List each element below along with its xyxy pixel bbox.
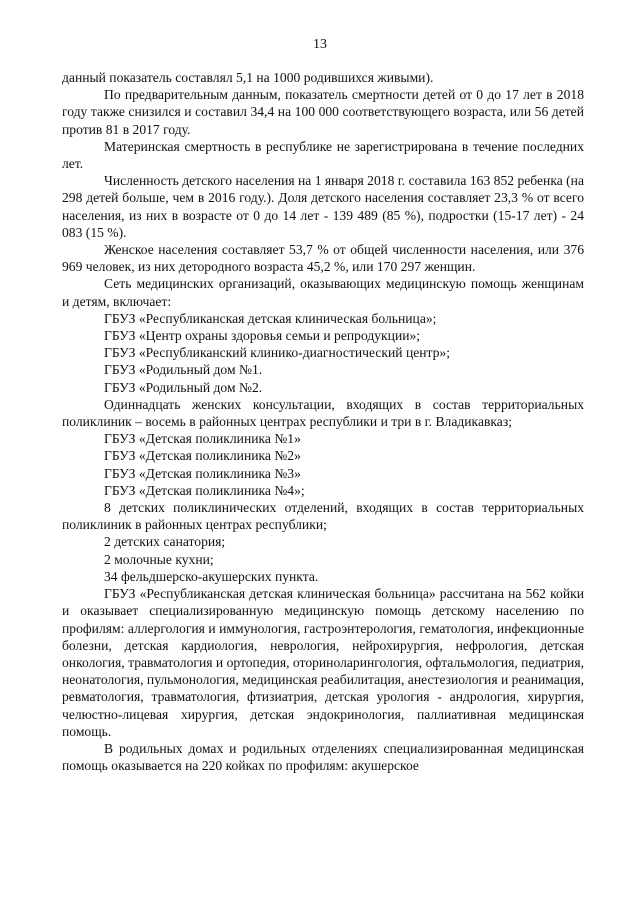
paragraph-female-population: Женское населения составляет 53,7 % от общей численности населения, или 376 969 человек, из них детородного возраста 45,2 %, или 170 297 женщин. — [62, 242, 584, 275]
list-item: 2 молочные кухни; — [104, 551, 214, 567]
paragraph-child-population: Численность детского населения на 1 января 2018 г. составила 163 852 ребенка (на 298 детей больше, чем в 2016 году.). Доля детского населения составляет 23,3 % от всего населения, из них в возрасте от 0 до 14 лет - 139 489 (85 %), подростки (15-17 лет) - 24 083 (15 %). — [62, 173, 584, 240]
list-item: ГБУЗ «Детская поликлиника №2» — [104, 448, 301, 464]
list-item: ГБУЗ «Республиканский клинико-диагностический центр»; — [104, 345, 451, 361]
paragraph-child-mortality: По предварительным данным, показатель смертности детей от 0 до 17 лет в 2018 году также снизился и составил 34,4 на 100 000 соответствующего возраста, или 56 детей против 81 в 2017 году. — [62, 87, 584, 137]
list-item: 2 детских санатория; — [104, 534, 226, 550]
paragraph-network-intro: Сеть медицинских организаций, оказывающих медицинскую помощь женщинам и детям, включает: — [62, 276, 584, 309]
list-item: ГБУЗ «Детская поликлиника №4»; — [104, 482, 305, 498]
paragraph-polyclinic-departments: 8 детских поликлинических отделений, входящих в состав территориальных поликлиник в районных центрах республики; — [62, 500, 584, 533]
paragraph-continuation: данный показатель составлял 5,1 на 1000 родившихся живыми). — [62, 70, 434, 85]
paragraph-maternal-mortality: Материнская смертность в республике не зарегистрирована в течение последних лет. — [62, 138, 584, 172]
list-item: 34 фельдшерско-акушерских пункта. — [104, 568, 319, 584]
list-item: ГБУЗ «Родильный дом №1. — [104, 362, 263, 378]
page-body — [62, 69, 584, 774]
list-item: ГБУЗ «Детская поликлиника №3» — [104, 465, 301, 481]
list-item: ГБУЗ «Республиканская детская клиническая больница»; — [104, 310, 437, 326]
page-number: 13 — [313, 37, 327, 52]
list-item: ГБУЗ «Детская поликлиника №1» — [104, 431, 301, 447]
paragraph-hospital-profiles: ГБУЗ «Республиканская детская клиническая больница» рассчитана на 562 койки и оказывает специализированную медицинскую помощь детскому населению по профилям: аллергология и иммунология, гастроэнтерология, гематология, инфекционные болезни, детская кардиология, неврология, нейрохирургия, нефрология, детская онкология, травматология и ортопедия, оториноларингология, офтальмология, педиатрия, неонатология, пульмонология, медицинская реабилитация, анестезиология и реанимация, ревматология, травматология, фтизиатрия, детская урология - андрология, хирургия, челюстно-лицевая хирургия, детская эндокринология, паллиативная медицинская помощь. — [62, 586, 584, 739]
list-item: ГБУЗ «Родильный дом №2. — [104, 379, 263, 395]
paragraph-maternity-homes: В родильных домах и родильных отделениях специализированная медицинская помощь оказывается на 220 койках по профилям: акушерское — [62, 740, 584, 774]
list-item: ГБУЗ «Центр охраны здоровья семьи и репродукции»; — [104, 328, 421, 344]
paragraph-consultations: Одиннадцать женских консультации, входящих в состав территориальных поликлиник – восемь в районных центрах республики и три в г. Владикавказ; — [62, 396, 584, 430]
